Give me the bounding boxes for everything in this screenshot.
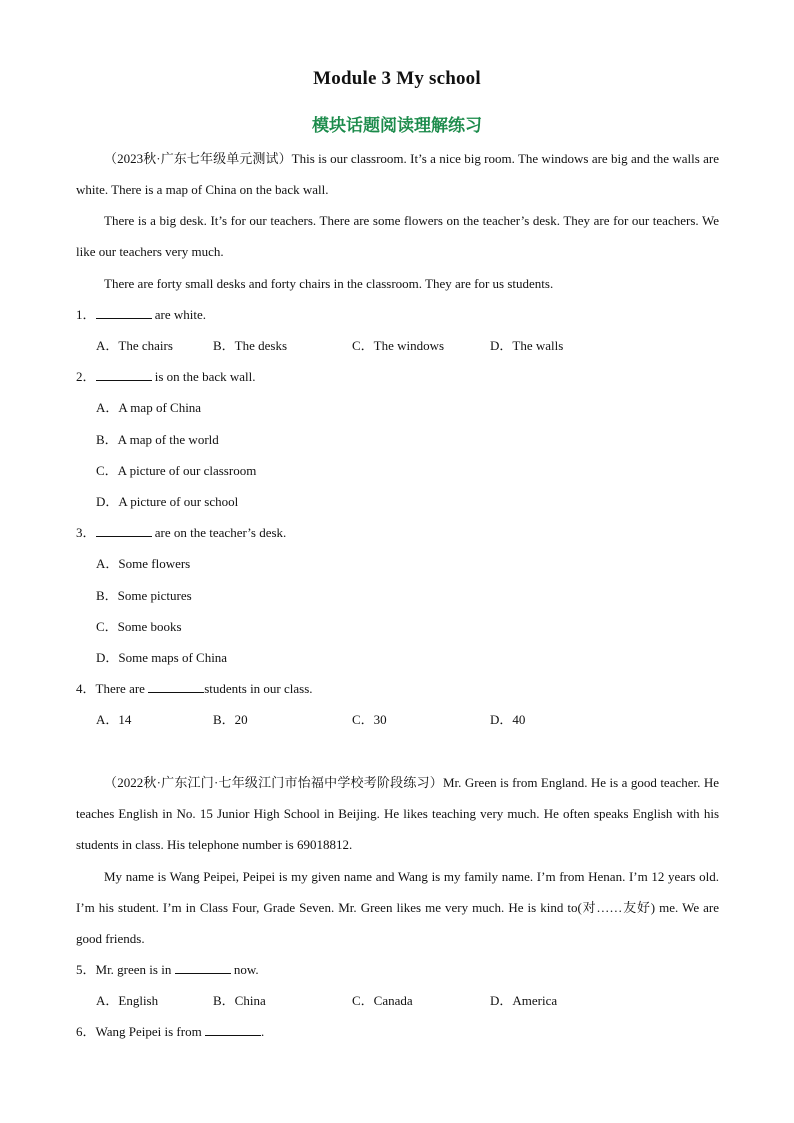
question-3	[76, 523, 286, 543]
question-2-option-c[interactable]: C．A picture of our classroom	[96, 463, 257, 478]
page-subtitle: 模块话题阅读理解练习	[312, 116, 482, 136]
answer-blank[interactable]	[96, 305, 152, 319]
question-text-after: students in our class.	[204, 681, 313, 696]
question-number: 1．	[76, 307, 96, 322]
question-4-option-d[interactable]: D．40	[490, 712, 526, 727]
question-number: 6．	[76, 1024, 96, 1039]
passage1-paragraph-3: There are forty small desks and forty chairs in the classroom. They are for us students.	[104, 276, 554, 291]
question-5	[76, 960, 259, 980]
question-3-option-d[interactable]: D．Some maps of China	[96, 650, 228, 665]
passage1-paragraph-1: （2023秋·广东七年级单元测试）This is our classroom. It’s a nice big room. The windows are big and the walls are white. There is a map of China on the back wall.	[76, 151, 719, 197]
question-2-option-a[interactable]: A．A map of China	[96, 400, 202, 415]
question-1-option-b[interactable]: B．The desks	[213, 338, 288, 353]
question-6	[76, 1022, 264, 1042]
question-text-after: is on the back wall.	[151, 369, 256, 384]
question-3-option-b[interactable]: B．Some pictures	[96, 588, 192, 603]
answer-blank[interactable]	[96, 523, 152, 537]
question-4-option-c[interactable]: C．30	[352, 712, 387, 727]
question-3-option-c[interactable]: C．Some books	[96, 619, 182, 634]
answer-blank[interactable]	[148, 679, 204, 693]
question-5-option-a[interactable]: A．English	[96, 993, 159, 1008]
page-title: Module 3 My school	[313, 68, 481, 89]
question-4-option-b[interactable]: B．20	[213, 712, 248, 727]
question-1-option-a[interactable]: A．The chairs	[96, 338, 173, 353]
question-2-option-d[interactable]: D．A picture of our school	[96, 494, 239, 509]
question-number: 3．	[76, 525, 96, 540]
question-text-before: Wang Peipei is from	[95, 1024, 205, 1039]
question-1-option-d[interactable]: D．The walls	[490, 338, 564, 353]
question-text-before: There are	[95, 681, 149, 696]
question-text-after: are on the teacher’s desk.	[151, 525, 287, 540]
question-1-option-c[interactable]: C．The windows	[352, 338, 445, 353]
question-2-option-b[interactable]: B．A map of the world	[96, 432, 219, 447]
answer-blank[interactable]	[96, 367, 152, 381]
question-5-option-b[interactable]: B．China	[213, 993, 266, 1008]
question-4	[76, 679, 313, 699]
answer-blank[interactable]	[205, 1022, 261, 1036]
question-2	[76, 367, 256, 387]
question-text-before: Mr. green is in	[95, 962, 175, 977]
question-3-option-a[interactable]: A．Some flowers	[96, 556, 191, 571]
question-number: 2．	[76, 369, 96, 384]
passage1-paragraph-2: There is a big desk. It’s for our teachers. There are some flowers on the teacher’s desk. They are for our teachers. We like our teachers very much.	[76, 213, 719, 259]
question-number: 5．	[76, 962, 96, 977]
question-text-after: now.	[230, 962, 259, 977]
passage2-paragraph-2: My name is Wang Peipei, Peipei is my given name and Wang is my family name. I’m from Henan. I’m 12 years old. I’m his student. I’m in Class Four, Grade Seven. Mr. Green likes me very much. He is kind to(对……友好) me. We are good friends.	[76, 869, 719, 946]
question-5-option-c[interactable]: C．Canada	[352, 993, 413, 1008]
answer-blank[interactable]	[175, 960, 231, 974]
question-text-after: are white.	[151, 307, 207, 322]
question-4-option-a[interactable]: A．14	[96, 712, 132, 727]
question-1	[76, 305, 206, 325]
question-5-option-d[interactable]: D．America	[490, 993, 558, 1008]
question-number: 4．	[76, 681, 96, 696]
question-text-after: .	[260, 1024, 265, 1039]
passage2-paragraph-1: （2022秋·广东江门·七年级江门市怡福中学校考阶段练习）Mr. Green is from England. He is a good teacher. He teaches English in No. 15 Junior High School in Beijing. He likes teaching very much. He often speaks English with his students in class. His telephone number is 69018812.	[76, 775, 719, 852]
